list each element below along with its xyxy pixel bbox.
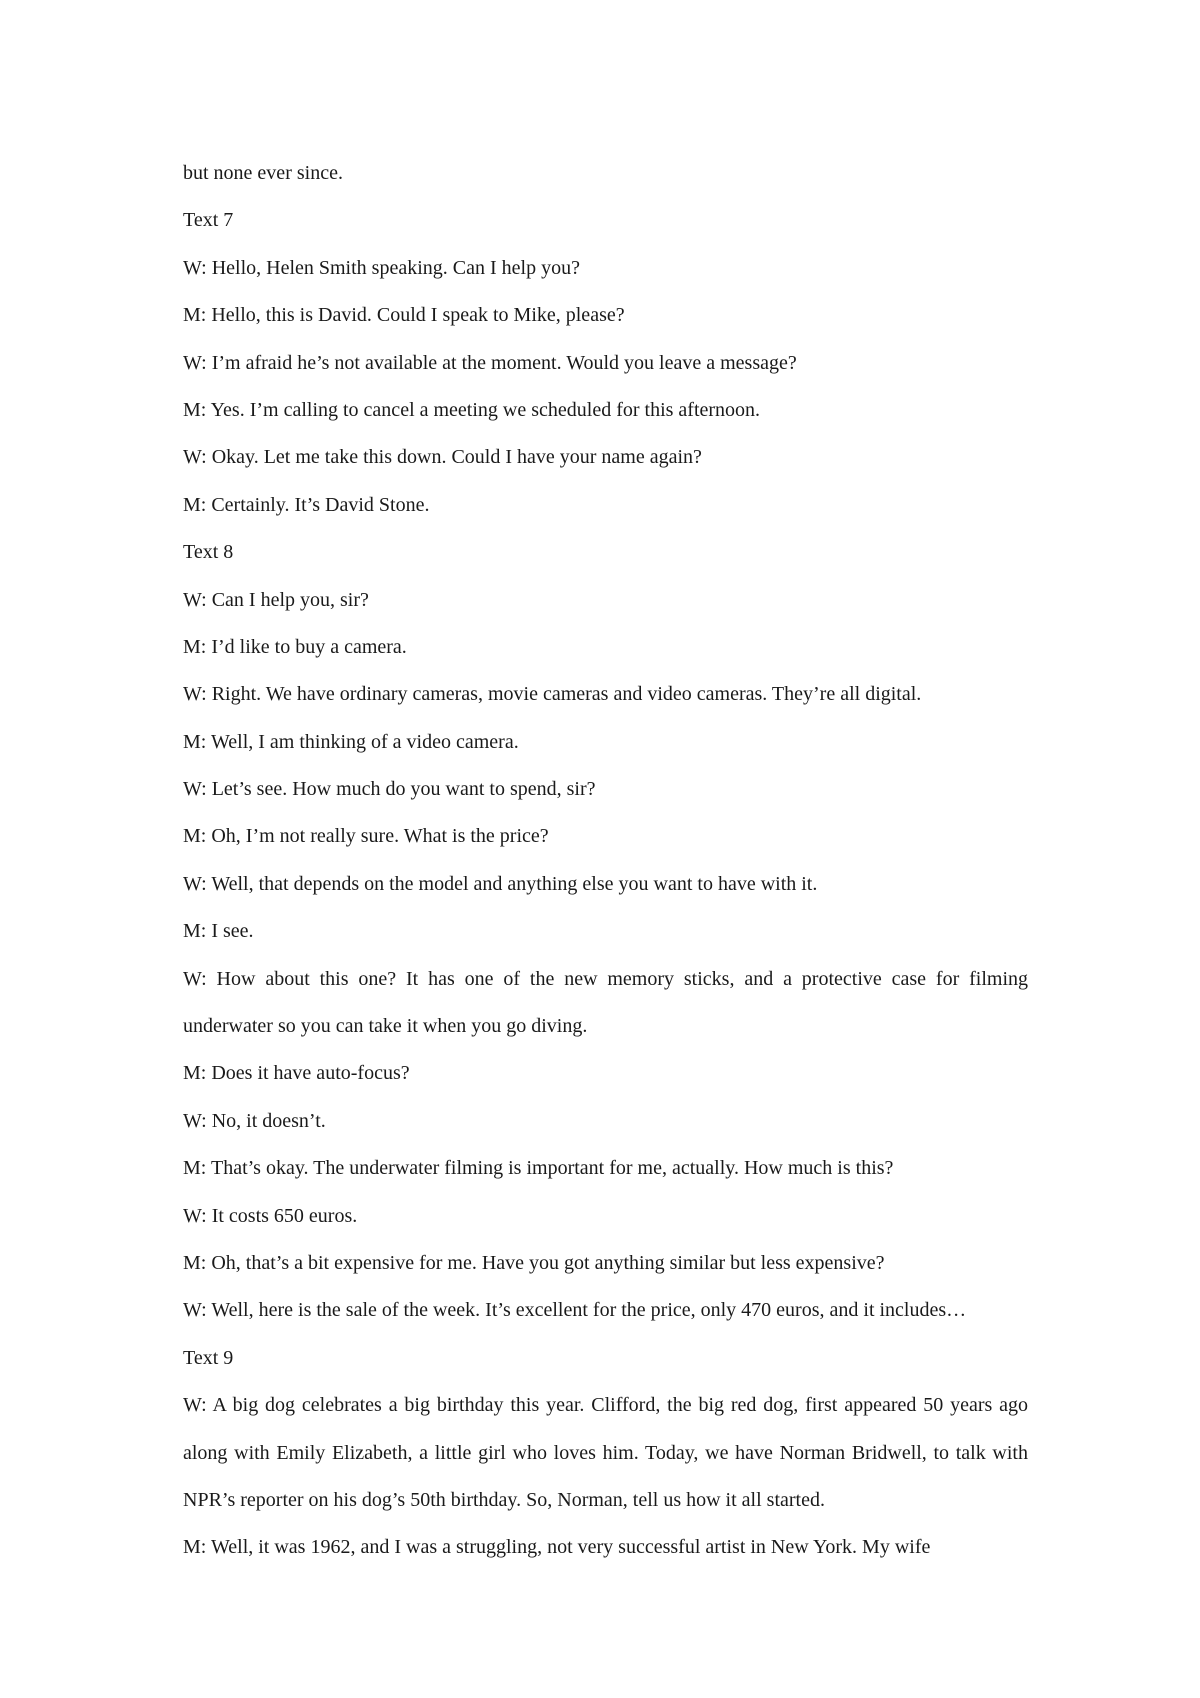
transcript-line: W: Okay. Let me take this down. Could I have your name again? xyxy=(183,446,702,469)
transcript-line: M: I see. xyxy=(183,920,254,943)
transcript-body xyxy=(183,150,1028,1572)
transcript-line: M: That’s okay. The underwater filming is important for me, actually. How much is this? xyxy=(183,1157,894,1180)
transcript-line: W: No, it doesn’t. xyxy=(183,1109,326,1132)
transcript-line: W: Well, here is the sale of the week. It’s excellent for the price, only 470 euros, and it includes… xyxy=(183,1299,967,1322)
transcript-line: W: It costs 650 euros. xyxy=(183,1204,358,1227)
transcript-line: W: Hello, Helen Smith speaking. Can I help you? xyxy=(183,256,580,279)
transcript-line: M: Well, I am thinking of a video camera. xyxy=(183,730,519,753)
transcript-paragraph-artist: M: Well, it was 1962, and I was a struggling, not very successful artist in New York. My wife xyxy=(183,1536,931,1559)
transcript-line: M: Oh, I’m not really sure. What is the price? xyxy=(183,825,549,848)
transcript-line: M: Oh, that’s a bit expensive for me. Have you got anything similar but less expensive? xyxy=(183,1252,885,1275)
transcript-line: M: Yes. I’m calling to cancel a meeting we scheduled for this afternoon. xyxy=(183,398,761,421)
section-heading-text-9: Text 9 xyxy=(183,1346,234,1369)
transcript-paragraph-dog: W: A big dog celebrates a big birthday this year. Clifford, the big red dog, first appeared 50 years ago along with Emily Elizabeth, a little girl who loves him. Today, we have Norman Bridwell, to talk with NPR’s reporter on his dog’s 50th birthday. So, Norman, tell us how it all started. xyxy=(183,1394,1028,1511)
section-heading-text-8: Text 8 xyxy=(183,541,234,564)
section-heading-text-7: Text 7 xyxy=(183,209,234,232)
transcript-line: W: I’m afraid he’s not available at the moment. Would you leave a message? xyxy=(183,351,797,374)
transcript-line: W: Well, that depends on the model and anything else you want to have with it. xyxy=(183,872,818,895)
transcript-line: W: Right. We have ordinary cameras, movie cameras and video cameras. They’re all digital. xyxy=(183,683,922,706)
transcript-line: M: I’d like to buy a camera. xyxy=(183,635,407,658)
transcript-line: M: Does it have auto-focus? xyxy=(183,1062,410,1085)
transcript-line: M: Hello, this is David. Could I speak to Mike, please? xyxy=(183,304,625,327)
transcript-line: M: Certainly. It’s David Stone. xyxy=(183,493,430,516)
transcript-line: W: Let’s see. How much do you want to spend, sir? xyxy=(183,778,596,801)
transcript-paragraph-camera: W: How about this one? It has one of the new memory sticks, and a protective case for filming underwater so you can take it when you go diving. xyxy=(183,967,1028,1038)
transcript-line: but none ever since. xyxy=(183,162,343,184)
transcript-line: W: Can I help you, sir? xyxy=(183,588,369,611)
